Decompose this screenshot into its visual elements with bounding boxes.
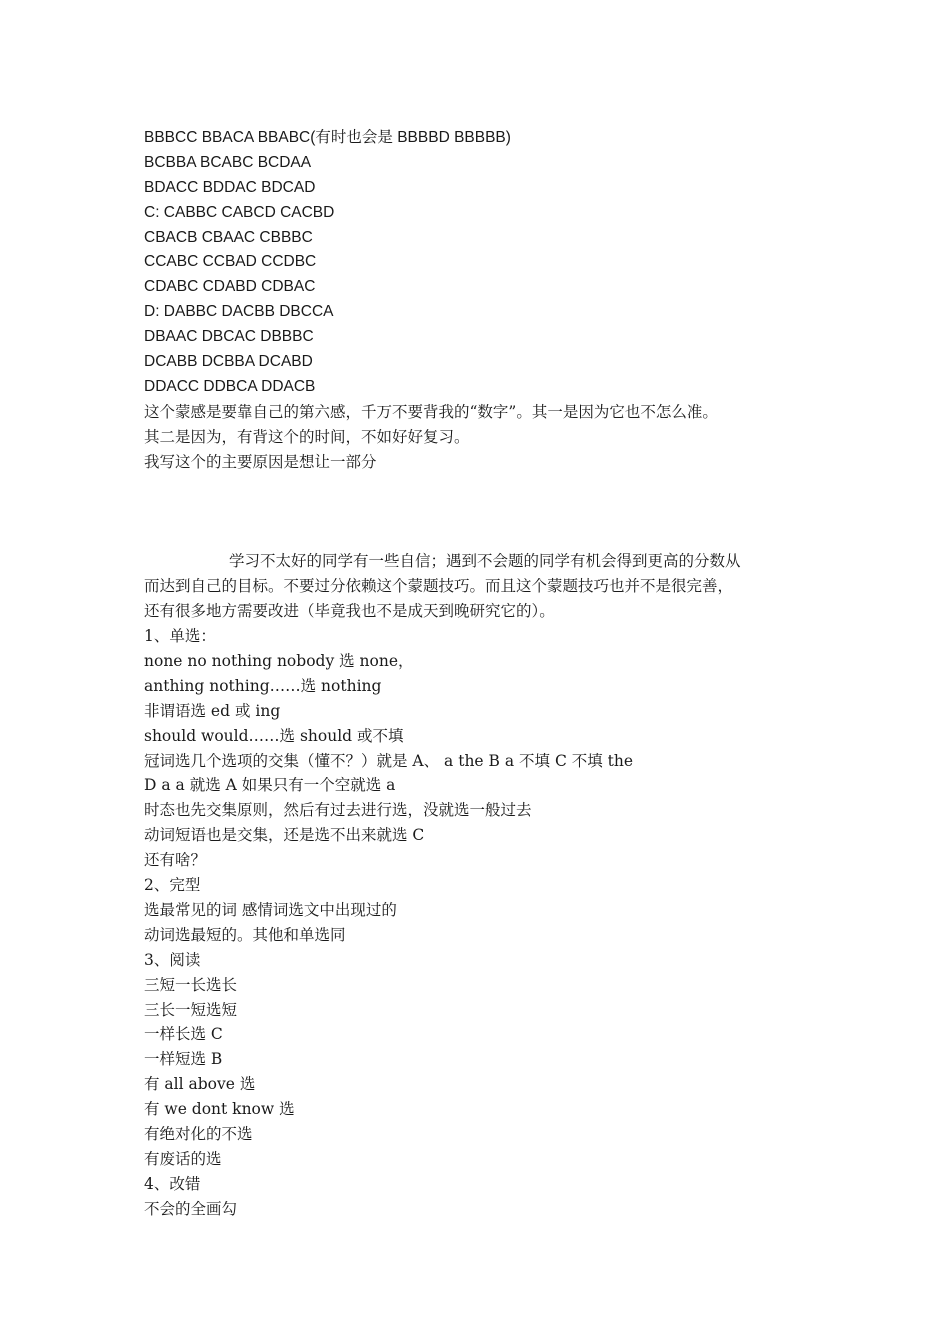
- tip-line: 时态也先交集原则，然后有过去进行选，没就选一般过去: [144, 801, 532, 820]
- answer-pattern-line: DBAAC DBCAC DBBBC: [144, 328, 314, 346]
- tip-line: 三短一长选长: [144, 975, 238, 994]
- tip-line: 还有啥？: [144, 851, 207, 870]
- paragraph-line: 学习不太好的同学有一些自信；遇到不会题的同学有机会得到更高的分数从: [229, 552, 741, 571]
- paragraph-line: 而达到自己的目标。不要过分依赖这个蒙题技巧。而且这个蒙题技巧也并不是很完善，: [144, 577, 734, 596]
- intro-text: [144, 400, 834, 475]
- tip-line: 三长一短选短: [144, 1000, 238, 1019]
- answer-pattern-list: [144, 126, 834, 400]
- tip-line: 有 all above 选: [144, 1075, 256, 1094]
- answer-pattern-line: D: DABBC DACBB DBCCA: [144, 303, 334, 321]
- answer-pattern-line: BCBBA BCABC BCDAA: [144, 153, 312, 171]
- tip-line: 动词短语也是交集，还是选不出来就选 C: [144, 826, 425, 845]
- tip-line: 有绝对化的不选: [144, 1124, 253, 1143]
- section-heading: 2、完型: [144, 876, 201, 895]
- section-heading: 1、单选：: [144, 627, 216, 646]
- answer-pattern-line: CCABC CCBAD CCDBC: [144, 253, 317, 271]
- tip-line: none no nothing nobody 选 none，: [144, 652, 414, 671]
- tip-line: 非谓语选 ed 或 ing: [144, 701, 281, 720]
- section-heading: 4、改错: [144, 1174, 201, 1193]
- answer-pattern-line: BDACC BDDAC BDCAD: [144, 178, 316, 196]
- answer-pattern-line: BBBCC BBACA BBABC(有时也会是 BBBBD BBBBB): [144, 129, 511, 146]
- tip-line: 冠词选几个选项的交集（懂不？）就是 A、 a the B a 不填 C 不填 the: [144, 751, 634, 770]
- tip-line: 动词选最短的。其他和单选同: [144, 925, 346, 944]
- tip-line: should would……选 should 或不填: [144, 726, 404, 745]
- document-page: [144, 126, 834, 1222]
- tip-line: 不会的全画勾: [144, 1199, 238, 1218]
- answer-pattern-line: C: CABBC CABCD CACBD: [144, 203, 335, 221]
- intro-line: 其二是因为，有背这个的时间，不如好好复习。: [144, 427, 470, 446]
- tips-list: [144, 624, 834, 1221]
- body-paragraph: [144, 549, 834, 624]
- tip-line: 有废话的选: [144, 1149, 222, 1168]
- tip-line: 选最常见的词 感情词选文中出现过的: [144, 900, 397, 919]
- answer-pattern-line: DDACC DDBCA DDACB: [144, 377, 316, 395]
- blank-space: [144, 474, 834, 549]
- intro-line: 这个蒙感是要靠自己的第六感，千万不要背我的“数字”。其一是因为它也不怎么准。: [144, 402, 718, 421]
- paragraph-line: 还有很多地方需要改进（毕竟我也不是成天到晚研究它的）。: [144, 602, 555, 621]
- answer-pattern-line: DCABB DCBBA DCABD: [144, 353, 313, 371]
- tip-line: D a a 就选 A 如果只有一个空就选 a: [144, 776, 396, 795]
- answer-pattern-line: CDABC CDABD CDBAC: [144, 278, 316, 296]
- section-heading: 3、阅读: [144, 950, 201, 969]
- tip-line: anthing nothing……选 nothing: [144, 676, 382, 695]
- tip-line: 有 we dont know 选: [144, 1100, 295, 1119]
- intro-line: 我写这个的主要原因是想让一部分: [144, 452, 377, 471]
- tip-line: 一样短选 B: [144, 1050, 223, 1069]
- answer-pattern-line: CBACB CBAAC CBBBC: [144, 228, 313, 246]
- tip-line: 一样长选 C: [144, 1025, 223, 1044]
